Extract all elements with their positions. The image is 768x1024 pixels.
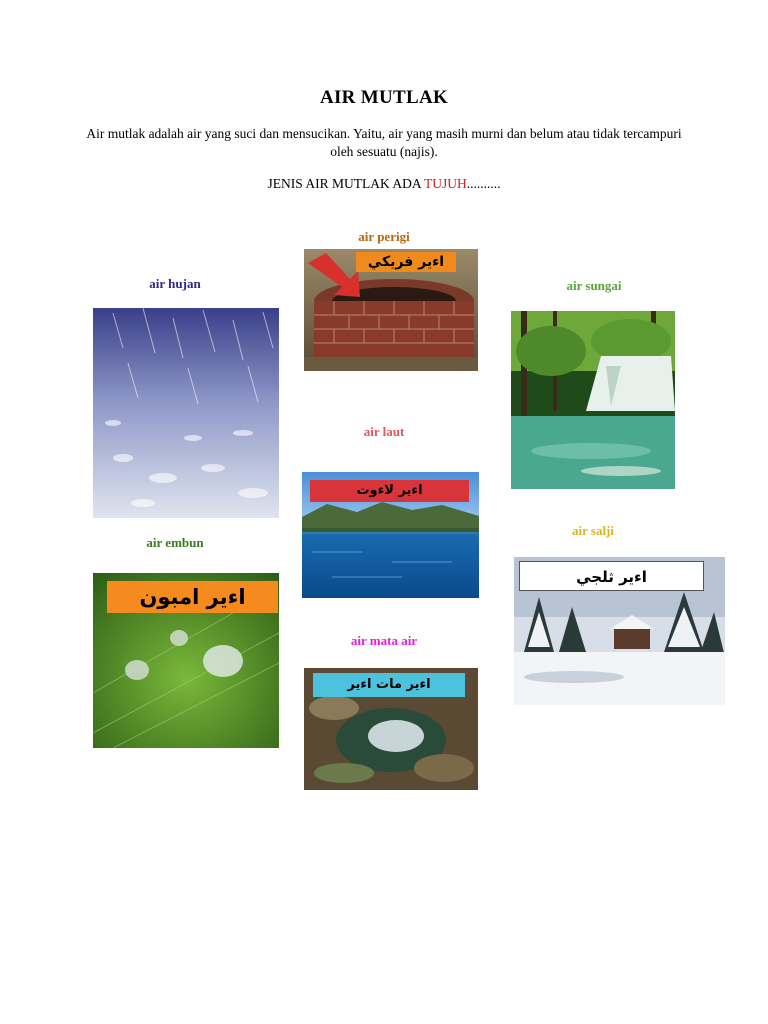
jawi-banner-salji: اءير ثلجي: [519, 561, 704, 591]
label-air-mata-air: air mata air: [350, 633, 418, 648]
page-title: AIR MUTLAK: [319, 87, 449, 108]
types-heading-suffix: ..........: [466, 176, 501, 191]
jawi-banner-perigi: اءير فريكي: [356, 252, 456, 272]
label-air-perigi: air perigi: [358, 229, 410, 244]
label-air-hujan: air hujan: [149, 276, 201, 291]
jawi-banner-mata-air: اءير مات اءير: [313, 673, 465, 697]
photo-river: [511, 311, 675, 489]
label-air-salji: air salji: [571, 523, 615, 538]
types-heading-prefix: JENIS AIR MUTLAK ADA: [267, 176, 424, 191]
jawi-banner-laut: اءير لاءوت: [310, 480, 469, 502]
photo-rain: [93, 308, 279, 518]
types-count: TUJUH: [424, 176, 467, 191]
label-air-sungai: air sungai: [566, 278, 622, 293]
label-air-laut: air laut: [363, 424, 405, 439]
label-air-embun: air embun: [146, 535, 204, 550]
jawi-banner-embun: اءير امبون: [107, 581, 278, 613]
types-heading: [0, 176, 768, 192]
intro-paragraph: Air mutlak adalah air yang suci dan mensucikan. Yaitu, air yang masih murni dan belum atau tidak tercampuri oleh sesuatu (najis).: [86, 126, 682, 159]
